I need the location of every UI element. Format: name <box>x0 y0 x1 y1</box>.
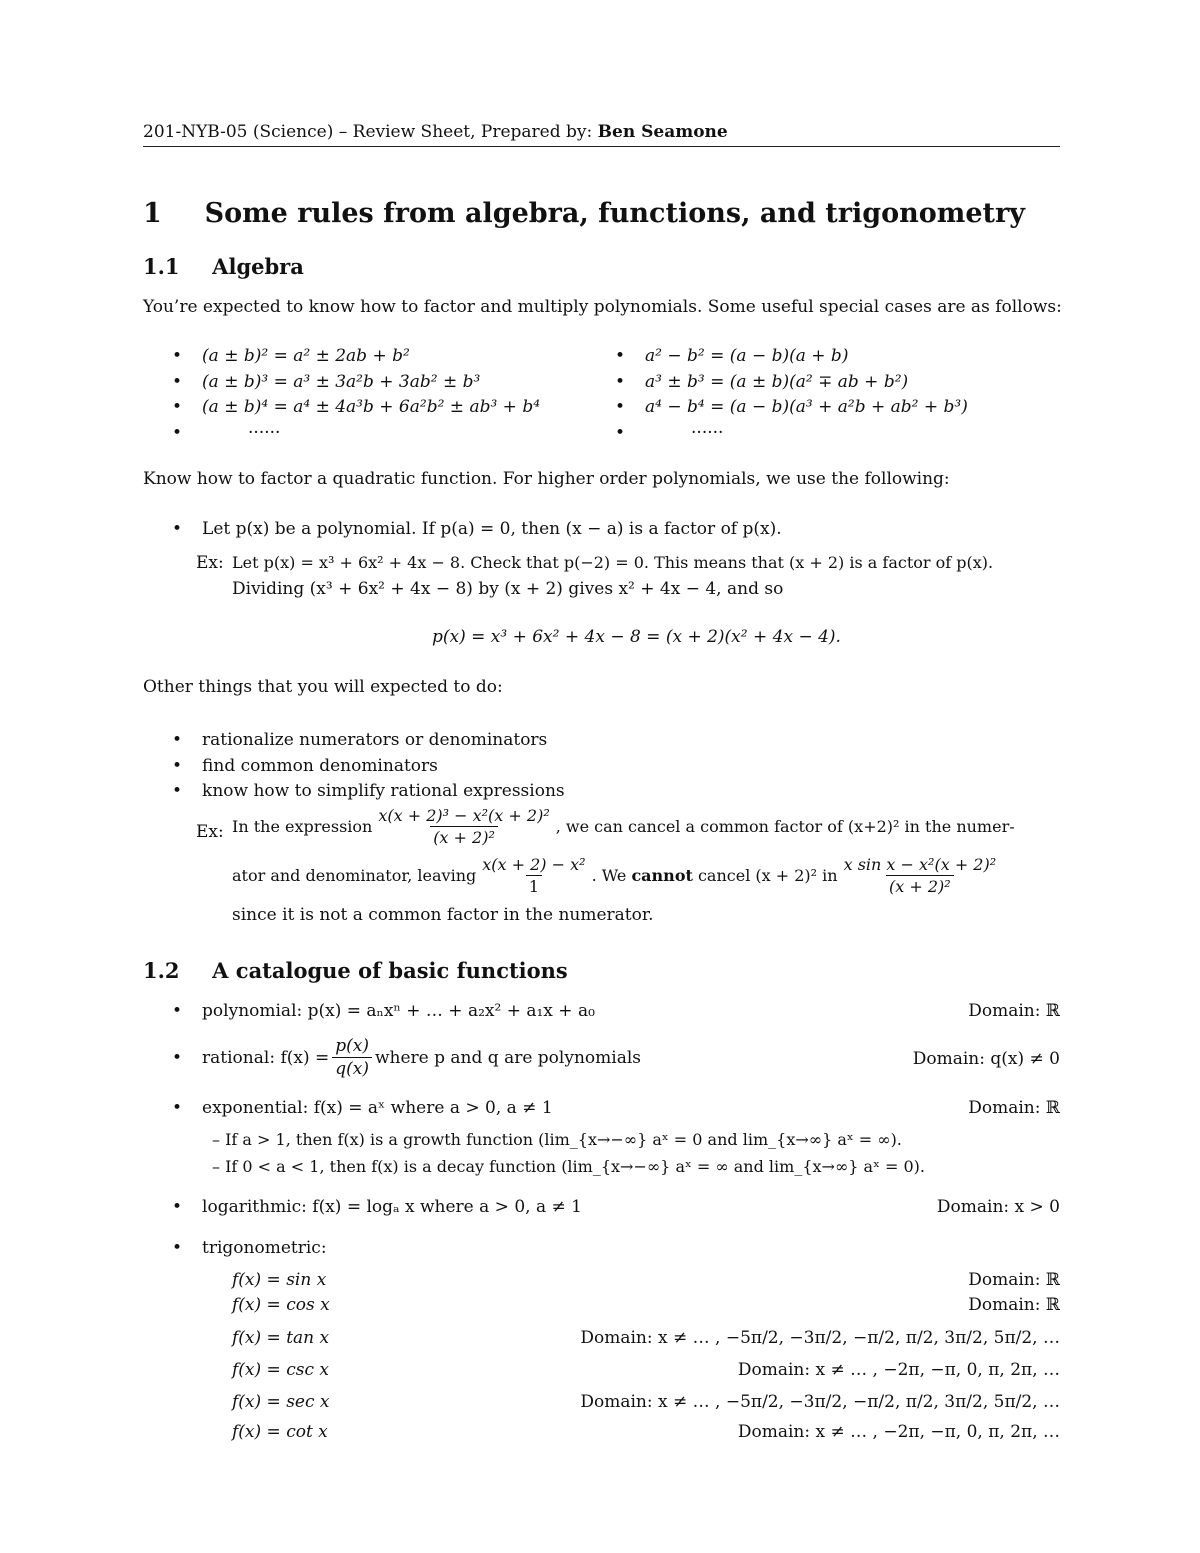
identity-list-left <box>172 344 540 446</box>
list-item: • (a ± b)⁴ = a⁴ ± 4a³b + 6a²b² ± ab³ + b⁴ <box>172 397 541 417</box>
header-rule <box>143 146 1060 147</box>
list-item: • find common denominators <box>172 755 438 776</box>
trig-tan: f(x) = tan x <box>232 1328 330 1348</box>
example-2-line2: ator and denominator, leaving x(x + 2) − x² 1 . We cannot cancel (x + 2)² in x sin x − x²(x + 2)² (x + 2)² <box>232 855 1002 896</box>
subsection-title: A catalogue of basic functions <box>212 958 568 983</box>
example-1-line2: Dividing (x³ + 6x² + 4x − 8) by (x + 2) gives x² + 4x − 4, and so <box>232 579 784 599</box>
header-author: Ben Seamone <box>597 122 728 142</box>
subsection-heading-algebra <box>143 254 304 279</box>
example-2-line3: since it is not a common factor in the numerator. <box>232 905 654 925</box>
other-things-list <box>172 728 565 805</box>
section-heading <box>143 198 1025 229</box>
algebra-intro: You’re expected to know how to factor and multiply polynomials. Some useful special cases are as follows: <box>143 297 1062 317</box>
logarithmic-domain: Domain: x > 0 <box>936 1197 1060 1217</box>
subsection-number: 1.2 <box>143 958 180 983</box>
trig-cos-domain: Domain: ℝ <box>968 1295 1060 1315</box>
fraction-3: x sin x − x²(x + 2)² (x + 2)² <box>843 855 997 896</box>
example-1-label: Ex: <box>196 553 224 573</box>
list-item: • (a ± b)² = a² ± 2ab + b² <box>172 346 410 366</box>
trig-csc-domain: Domain: x ≠ … , −2π, −π, 0, π, 2π, … <box>737 1360 1060 1380</box>
polynomial-item: • polynomial: p(x) = aₙxⁿ + … + a₂x² + a₁x + a₀ <box>172 1001 595 1021</box>
subsection-title: Algebra <box>212 254 304 279</box>
list-item: • a² − b² = (a − b)(a + b) <box>615 346 849 366</box>
example-2-line1: In the expression x(x + 2)³ − x²(x + 2)² (x + 2)² , we can cancel a common factor of (x+2)² in the numer- <box>232 806 1015 847</box>
quadratic-text: Know how to factor a quadratic function. For higher order polynomials, we use the following: <box>143 469 950 489</box>
trig-sec-domain: Domain: x ≠ … , −5π/2, −3π/2, −π/2, π/2, 3π/2, 5π/2, … <box>580 1392 1060 1412</box>
trig-tan-domain: Domain: x ≠ … , −5π/2, −3π/2, −π/2, π/2, 3π/2, 5π/2, … <box>580 1328 1060 1348</box>
rational-domain: Domain: q(x) ≠ 0 <box>912 1049 1060 1069</box>
trig-cot: f(x) = cot x <box>232 1422 328 1442</box>
exponential-decay-note: – If 0 < a < 1, then f(x) is a decay function (lim_{x→−∞} aˣ = ∞ and lim_{x→∞} aˣ = 0). <box>212 1157 925 1176</box>
example-2-label: Ex: <box>196 822 224 842</box>
list-item: • (a ± b)³ = a³ ± 3a²b + 3ab² ± b³ <box>172 371 481 392</box>
identity-list-right <box>615 344 968 446</box>
list-item: • ······ <box>172 422 281 443</box>
section-number: 1 <box>143 198 162 229</box>
other-things-text: Other things that you will expected to do: <box>143 677 503 697</box>
rational-fraction: $\frac{p(x)}{q(x)}$ <box>332 1036 372 1079</box>
fraction-2: x(x + 2) − x² 1 <box>482 855 586 896</box>
list-item: • a⁴ − b⁴ = (a − b)(a³ + a²b + ab² + b³) <box>615 397 968 417</box>
list-item: • a³ ± b³ = (a ± b)(a² ∓ ab + b²) <box>615 371 909 392</box>
trig-sin: f(x) = sin x <box>232 1270 327 1290</box>
trig-cos: f(x) = cos x <box>232 1295 330 1315</box>
trig-sec: f(x) = sec x <box>232 1392 330 1412</box>
trig-csc: f(x) = csc x <box>232 1360 329 1380</box>
example-1-line1: Let p(x) = x³ + 6x² + 4x − 8. Check that p(−2) = 0. This means that (x + 2) is a factor of p(x). <box>232 553 994 572</box>
logarithmic-item: • logarithmic: f(x) = logₐ x where a > 0, a ≠ 1 <box>172 1197 582 1217</box>
polynomial-domain: Domain: ℝ <box>968 1001 1060 1021</box>
list-item: • rationalize numerators or denominators <box>172 730 548 750</box>
subsection-number: 1.1 <box>143 254 180 279</box>
factor-theorem: • Let p(x) be a polynomial. If p(a) = 0, then (x − a) is a factor of p(x). <box>172 519 782 539</box>
exponential-item: • exponential: f(x) = aˣ where a > 0, a ≠ 1 <box>172 1098 553 1118</box>
example-1-display: p(x) = x³ + 6x² + 4x − 8 = (x + 2)(x² + 4x − 4). <box>432 627 841 647</box>
section-title: Some rules from algebra, functions, and trigonometry <box>204 198 1025 229</box>
trigonometric-item: • trigonometric: <box>172 1238 327 1258</box>
exponential-domain: Domain: ℝ <box>968 1098 1060 1118</box>
running-header <box>143 122 728 142</box>
trig-cot-domain: Domain: x ≠ … , −2π, −π, 0, π, 2π, … <box>737 1422 1060 1442</box>
list-item: • ······ <box>615 422 724 443</box>
fraction-1: x(x + 2)³ − x²(x + 2)² (x + 2)² <box>378 806 550 847</box>
trig-sin-domain: Domain: ℝ <box>968 1270 1060 1290</box>
list-item: • know how to simplify rational expressions <box>172 781 565 801</box>
header-course: 201-NYB-05 (Science) – Review Sheet, Prepared by: <box>143 122 593 142</box>
exponential-growth-note: – If a > 1, then f(x) is a growth function (lim_{x→−∞} aˣ = 0 and lim_{x→∞} aˣ = ∞). <box>212 1130 902 1149</box>
rational-item: • rational: f(x) = $\frac{p(x)}{q(x)}$ where p and q are polynomials <box>172 1036 641 1079</box>
subsection-heading-catalogue <box>143 958 568 983</box>
